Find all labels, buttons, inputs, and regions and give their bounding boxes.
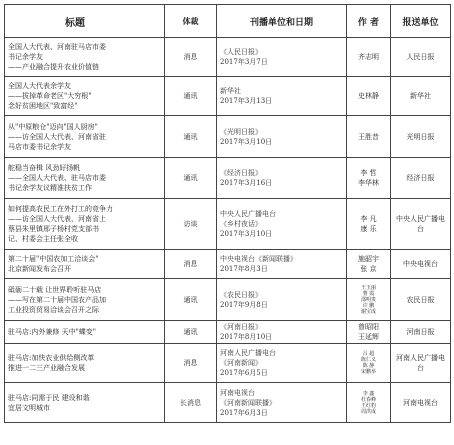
publication-line: 《经济日报》 (220, 169, 262, 177)
cell-title (5, 116, 165, 158)
cell-title (5, 321, 165, 344)
cell-publication (217, 383, 347, 423)
header-title: 标题 (5, 5, 165, 38)
author-line: 李华林 (358, 179, 379, 187)
table-row (5, 321, 451, 344)
cell-publication (217, 116, 347, 158)
title-line: 蔡县朱里镇邢子杨村党支部书 (8, 225, 99, 233)
title-line: ——访全国人大代表、河南省上 (8, 215, 106, 223)
title-line: 工业投资贸易洽谈会召开之际 (8, 305, 99, 314)
cell-publication (217, 344, 347, 383)
author-line: 许 鹏 (362, 302, 375, 309)
title-line: ——写在第二十届中国农产品加 (8, 295, 106, 304)
title-line: 念好贫困地区"致富经" (8, 102, 78, 110)
publication-line: 2017年6月5日 (220, 369, 268, 377)
cell-type: 访谈 (165, 199, 217, 250)
author-line: 陈 静 (362, 363, 375, 369)
cell-publication (217, 279, 347, 321)
publication-line: 2017年3月13日 (220, 97, 273, 105)
title-line: 马店市委书记余学友 (8, 142, 71, 151)
title-line: 宜居文明城市 (8, 403, 50, 412)
header-unit: 报送单位 (391, 5, 451, 38)
publication-line: 河南人民广播电台 (220, 349, 276, 357)
cell-unit: 新华社 (391, 77, 451, 116)
author-line: 史林静 (358, 92, 379, 100)
cell-title (5, 158, 165, 199)
cell-unit: 中央人民广播电台 (391, 199, 451, 250)
cell-author (347, 116, 391, 158)
table-row (5, 383, 451, 423)
title-line: ——访全国人大代表、河南省驻 (8, 132, 106, 141)
cell-publication (217, 321, 347, 344)
cell-publication (217, 77, 347, 116)
cell-title (5, 383, 165, 423)
publication-line: 河南电视台 (220, 388, 255, 397)
title-line: ——拔掉革命老区"大穷根" (8, 92, 92, 100)
title-line: 砥砺二十载 让世界聆听驻马店 (8, 285, 102, 294)
title-line: 书记余学友议精准扶贫工作 (8, 184, 92, 192)
author-line: 周洪成 (360, 408, 376, 415)
cell-type: 长消息 (165, 383, 217, 423)
title-line: 书记余学友 (8, 53, 43, 61)
publication-line: 2017年3月7日 (220, 58, 268, 66)
cell-publication (217, 158, 347, 199)
publication-line: 2017年9月8日 (220, 300, 268, 309)
cell-title (5, 38, 165, 77)
cell-unit: 经济日报 (391, 158, 451, 199)
publication-line: 2017年8月3日 (220, 265, 268, 273)
cell-author (347, 199, 391, 250)
title-line: 全国人大代表、河南驻马店市委 (8, 43, 106, 51)
header-row (5, 5, 451, 38)
title-line: 舵稳当奋楫 风劲好扬帆 (8, 164, 81, 172)
cell-unit: 农民日报 (391, 279, 451, 321)
title-line: 第二十届"中国农加工洽谈会" (8, 255, 99, 263)
cell-author (347, 158, 391, 199)
publication-line: 《人民日报》 (220, 48, 262, 56)
author-line: 曹 霞 (362, 290, 375, 297)
cell-author (347, 38, 391, 77)
author-line: 王胜昔 (358, 132, 379, 141)
cell-unit: 中央电视台 (391, 250, 451, 279)
publication-line: 《光明日报》 (220, 127, 262, 136)
author-line: 齐志明 (358, 53, 379, 61)
header-publication: 刊播单位和日期 (217, 5, 347, 38)
cell-author (347, 344, 391, 383)
author-line: 王红豹 (360, 402, 376, 409)
publication-line: 新华社 (220, 87, 241, 95)
cell-author (347, 77, 391, 116)
cell-type: 通讯 (165, 77, 217, 116)
cell-type: 通讯 (165, 116, 217, 158)
title-line: 从"中原粮仓"迈向"国人厨房" (8, 122, 98, 131)
publication-line: 中央电视台《新闻联播》 (220, 255, 297, 263)
publication-line: 《农民日报》 (220, 290, 262, 299)
publication-line: 2017年6月3日 (220, 408, 268, 417)
author-line: 王玉丽 (360, 284, 376, 291)
title-line: 记、村委会主任张全收 (8, 235, 78, 243)
cell-type: 通讯 (165, 321, 217, 344)
title-line: 全国人大代表余学友 (8, 82, 71, 90)
cell-unit: 光明日报 (391, 116, 451, 158)
author-line: 李 鑫 (362, 390, 375, 397)
table-row (5, 77, 451, 116)
cell-publication (217, 250, 347, 279)
title-line: 驻马店:同需于民 建设和谐 (8, 393, 90, 402)
cell-title (5, 250, 165, 279)
cell-author (347, 321, 391, 344)
news-award-table (4, 4, 451, 423)
publication-line: 2017年3月16日 (220, 179, 273, 187)
author-line: 王延辉 (358, 333, 379, 341)
header-author: 作 者 (347, 5, 391, 38)
cell-unit: 河南日报 (391, 321, 451, 344)
author-line: 宋鹏举 (360, 369, 376, 375)
author-line: 李 哲 (360, 169, 377, 177)
cell-type: 消息 (165, 250, 217, 279)
title-line: 北京新闻发布会召开 (8, 265, 71, 273)
author-line: 邵明贵 (360, 296, 376, 303)
author-line: 李 凡 (360, 215, 377, 223)
cell-author (347, 250, 391, 279)
publication-line: 2017年3月10日 (220, 230, 273, 238)
table-row (5, 279, 451, 321)
author-line: 康 乐 (360, 225, 377, 233)
table-row (5, 250, 451, 279)
title-line: ——产业融合提升农业价值链 (8, 63, 99, 71)
cell-type: 消息 (165, 38, 217, 77)
author-line: 张 京 (360, 265, 377, 273)
cell-author (347, 383, 391, 423)
cell-type: 通讯 (165, 158, 217, 199)
cell-type: 消息 (165, 344, 217, 383)
table-row (5, 116, 451, 158)
cell-unit: 河南电视台 (391, 383, 451, 423)
cell-title (5, 279, 165, 321)
publication-line: 2017年8月10日 (220, 333, 273, 341)
cell-unit: 河南人民广播电台 (391, 344, 451, 383)
author-line: 谢宝成 (360, 308, 376, 315)
author-line: 吕 超 (362, 351, 375, 357)
title-line: 推进一二三产业融合发展 (8, 364, 85, 372)
table-row (5, 199, 451, 250)
publication-line: 《河南新闻》 (220, 359, 262, 367)
publication-line: 中央人民广播电台 (220, 210, 276, 218)
cell-type: 通讯 (165, 279, 217, 321)
cell-title (5, 344, 165, 383)
author-line: 陈仁义 (360, 357, 376, 363)
author-line: 施韶宇 (358, 255, 379, 263)
table-row (5, 158, 451, 199)
author-line: 杜春峰 (360, 396, 376, 403)
title-line: 如何提高农民工在外打工的竞争力 (8, 205, 113, 213)
cell-title (5, 199, 165, 250)
cell-publication (217, 199, 347, 250)
publication-line: 《河南日报》 (220, 323, 262, 331)
table-row (5, 38, 451, 77)
cell-author (347, 279, 391, 321)
cell-unit: 人民日报 (391, 38, 451, 77)
publication-line: 2017年3月10日 (220, 137, 273, 146)
table-row (5, 344, 451, 383)
title-line: 驻马店:加快农业供给侧改革 (8, 354, 95, 362)
title-line: 驻马店:内外兼修 天中"蝶变" (8, 328, 97, 336)
cell-publication (217, 38, 347, 77)
publication-line: 《河南新闻联播》 (220, 398, 276, 407)
cell-title (5, 77, 165, 116)
header-type: 体裁 (165, 5, 217, 38)
publication-line: 《乡村夜话》 (220, 220, 262, 228)
title-line: ——全国人大代表、驻马店市委 (8, 174, 106, 182)
author-line: 曾昭阳 (358, 323, 379, 331)
